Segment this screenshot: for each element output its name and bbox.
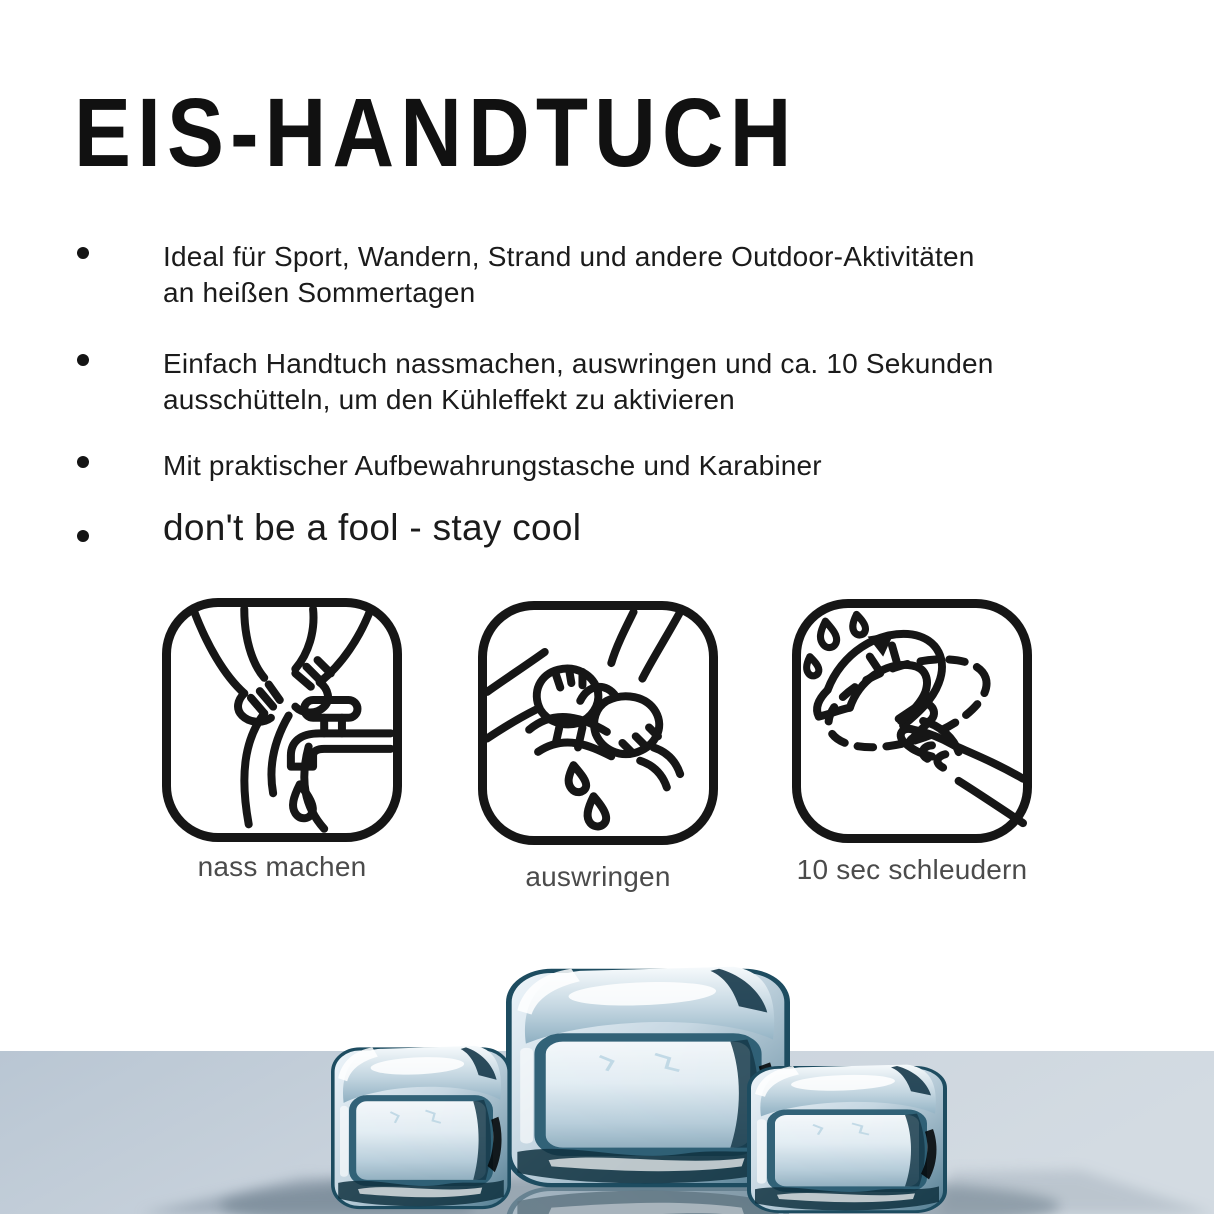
ice-cube-left	[333, 1046, 509, 1208]
bullet-line: ausschütteln, um den Kühleffekt zu aktivieren	[163, 384, 735, 415]
page-title: EIS-HANDTUCH	[74, 78, 798, 187]
step-caption: auswringen	[525, 861, 671, 892]
list-item	[0, 346, 1020, 418]
list-item	[0, 239, 1020, 311]
bullet-text	[163, 448, 1020, 484]
step-box-spin	[792, 599, 1032, 843]
bullet-line: Einfach Handtuch nassmachen, auswringen und ca. 10 Sekunden	[163, 348, 994, 379]
list-item-slogan	[0, 506, 1020, 550]
step-box-wring	[478, 601, 718, 845]
bullet-text	[163, 346, 1020, 418]
spin-towel-icon	[801, 608, 1023, 834]
step-caption: 10 sec schleudern	[796, 854, 1028, 885]
bullet-dot	[77, 247, 89, 259]
bullet-dot	[77, 530, 89, 542]
wet-under-tap-icon	[171, 607, 393, 833]
bullet-line: Ideal für Sport, Wandern, Strand und andere Outdoor-Aktivitäten	[163, 241, 975, 272]
bullet-text	[163, 239, 1020, 311]
ice-cube-center	[509, 967, 787, 1185]
step-box-wet	[162, 598, 402, 842]
step-caption: nass machen	[197, 851, 367, 882]
list-item	[0, 448, 1020, 484]
bullet-line: an heißen Sommertagen	[163, 277, 476, 308]
ice-cube-right	[749, 1065, 945, 1212]
bullet-dot	[77, 354, 89, 366]
bullet-line: Mit praktischer Aufbewahrungstasche und Karabiner	[163, 450, 822, 481]
bullet-line: don't be a fool - stay cool	[163, 507, 582, 548]
wring-out-icon	[487, 610, 709, 836]
bullet-dot	[77, 456, 89, 468]
ice-cubes-illustration	[0, 920, 1214, 1214]
ice-cube-reflection	[509, 1189, 787, 1214]
slogan-text	[163, 506, 1020, 550]
